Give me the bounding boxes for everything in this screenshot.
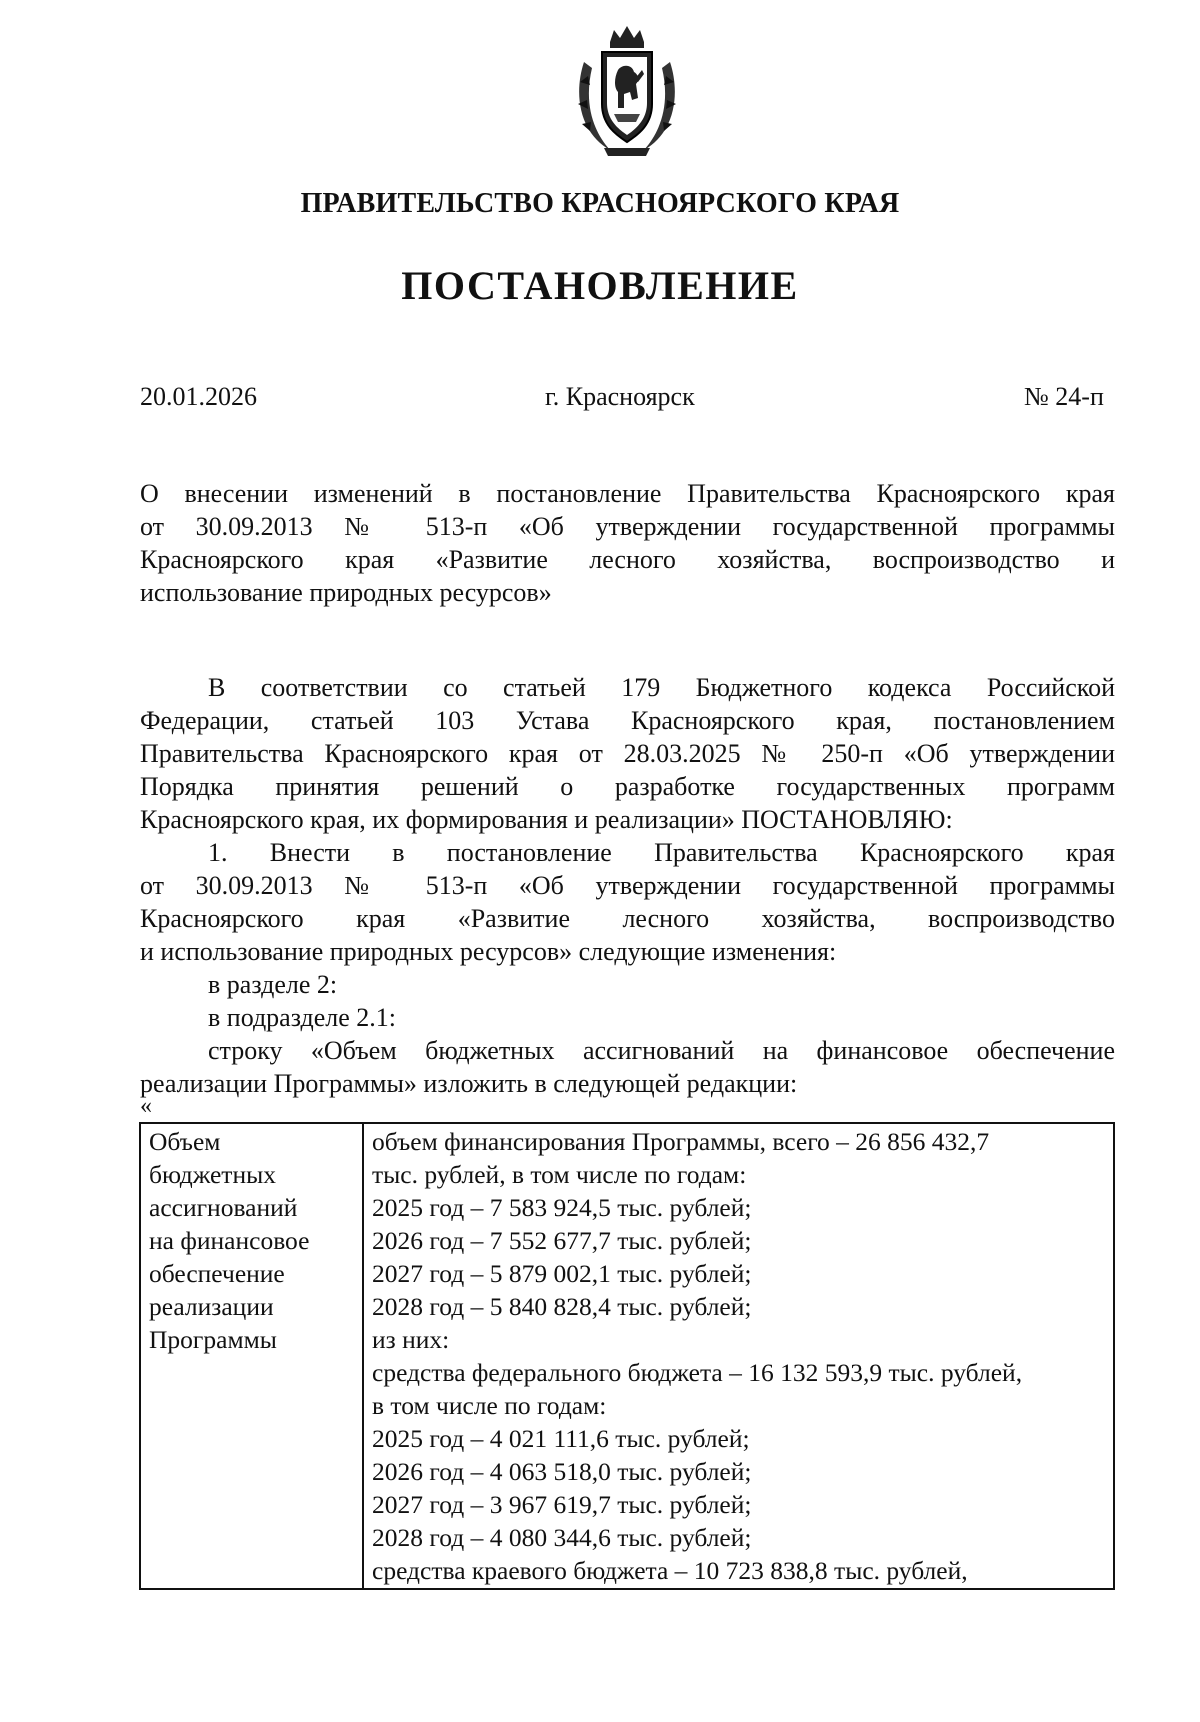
content-line: тыс. рублей, в том числе по годам:: [372, 1160, 747, 1189]
label-line: на финансовое: [149, 1226, 310, 1255]
label-line: обеспечение: [149, 1259, 285, 1288]
content-line: 2026 год – 7 552 677,7 тыс. рублей;: [372, 1226, 752, 1255]
body-line: Красноярского края, их формирования и реализации» ПОСТАНОВЛЯЮ:: [140, 805, 953, 834]
body-line: от 30.09.2013 № 513-п «Об утверждении государственной программы: [140, 871, 1115, 900]
content-line: 2025 год – 7 583 924,5 тыс. рублей;: [372, 1193, 752, 1222]
label-line: бюджетных: [149, 1160, 276, 1189]
table-label-cell: [140, 1123, 363, 1589]
funding-table: [139, 1122, 1115, 1590]
label-line: Объем: [149, 1127, 221, 1156]
table-content-cell: [363, 1123, 1114, 1589]
subject-line: использование природных ресурсов»: [140, 578, 552, 607]
content-line: 2026 год – 4 063 518,0 тыс. рублей;: [372, 1457, 752, 1486]
body-line: Федерации, статьей 103 Устава Красноярского края, постановлением: [140, 706, 1115, 735]
subject-line: Красноярского края «Развитие лесного хозяйства, воспроизводство и: [140, 545, 1115, 574]
label-line: Программы: [149, 1325, 277, 1354]
document-date: 20.01.2026: [140, 382, 257, 411]
body-line: Правительства Красноярского края от 28.03.2025 № 250-п «Об утверждении: [140, 739, 1115, 768]
document-subject: [140, 477, 1115, 609]
content-line: средства федерального бюджета – 16 132 593,9 тыс. рублей,: [372, 1358, 1023, 1387]
table-row: [140, 1123, 1114, 1589]
content-line: 2025 год – 4 021 111,6 тыс. рублей;: [372, 1424, 750, 1453]
body-line: 1. Внести в постановление Правительства Красноярского края: [208, 838, 1115, 867]
label-line: реализации: [149, 1292, 274, 1321]
content-line: объем финансирования Программы, всего – 26 856 432,7: [372, 1127, 990, 1156]
content-line: 2027 год – 5 879 002,1 тыс. рублей;: [372, 1259, 752, 1288]
content-line: из них:: [372, 1325, 450, 1354]
content-line: 2027 год – 3 967 619,7 тыс. рублей;: [372, 1490, 752, 1519]
body-line: Порядка принятия решений о разработке государственных программ: [140, 772, 1115, 801]
content-line: 2028 год – 4 080 344,6 тыс. рублей;: [372, 1523, 752, 1552]
document-city: г. Красноярск: [545, 382, 695, 411]
content-line: средства краевого бюджета – 10 723 838,8 тыс. рублей,: [372, 1556, 968, 1585]
body-line: В соответствии со статьей 179 Бюджетного кодекса Российской: [208, 673, 1115, 702]
content-line: 2028 год – 5 840 828,4 тыс. рублей;: [372, 1292, 752, 1321]
document-number: № 24-п: [1024, 382, 1104, 411]
body-line: в подразделе 2.1:: [208, 1003, 397, 1032]
body-line: и использование природных ресурсов» следующие изменения:: [140, 937, 837, 966]
subject-line: О внесении изменений в постановление Правительства Красноярского края: [140, 479, 1115, 508]
content-line: в том числе по годам:: [372, 1391, 607, 1420]
opening-quote: «: [140, 1093, 152, 1119]
document-type-heading: ПОСТАНОВЛЕНИЕ: [401, 263, 799, 308]
label-line: ассигнований: [149, 1193, 298, 1222]
body-line: реализации Программы» изложить в следующей редакции:: [140, 1069, 798, 1098]
body-line: в разделе 2:: [208, 970, 338, 999]
government-title: ПРАВИТЕЛЬСТВО КРАСНОЯРСКОГО КРАЯ: [300, 188, 900, 219]
body-line: строку «Объем бюджетных ассигнований на финансовое обеспечение: [208, 1036, 1115, 1065]
subject-line: от 30.09.2013 № 513-п «Об утверждении государственной программы: [140, 512, 1115, 541]
coat-of-arms-icon: [570, 22, 684, 160]
body-line: Красноярского края «Развитие лесного хозяйства, воспроизводство: [140, 904, 1115, 933]
document-body: [140, 671, 1115, 1100]
